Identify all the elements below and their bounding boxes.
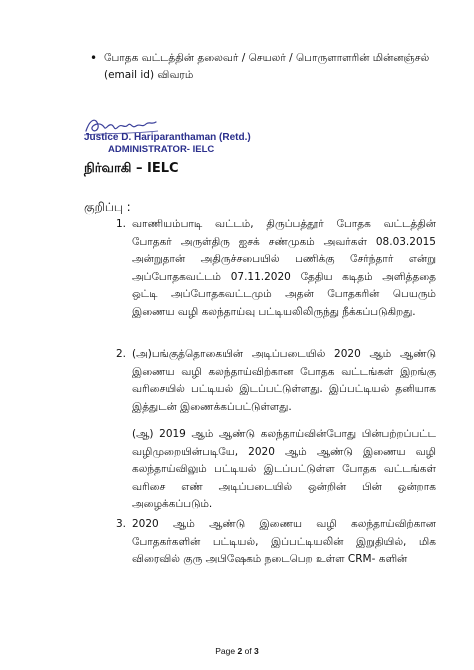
bullet-text: போதக வட்டத்தின் தலைவர் / செயலர் / பொருளாளரின் மின்னஞ்சல் (email id) விவரம் [104,52,430,81]
note-item-2 [116,346,436,514]
footer-page-word: Page [215,646,236,656]
administrator-title: நிர்வாகி – IELC [84,161,179,176]
signature-name: Justice D. Hariparanthaman (Retd.) [84,132,251,143]
note-item-3 [116,516,436,569]
note-number: 3. [116,518,127,530]
footer-current-page: 2 [237,646,243,656]
note-number: 2. [116,348,127,360]
note-paragraph: (ஆ) 2019 ஆம் ஆண்டு கலந்தாய்வின்போது பின்பற்றப்பட்ட வழிமுறையின்படியே, 2020 ஆம் ஆண்டு இணைய வழி கலந்தாய்விலும் பட்டியல் இடப்பட்டுள்ள போதக வட்டங்கள் வரிசை எண் அடிப்படையில் ஒன்றின் பின் ஒன்றாக அழைக்கப்படும். [132,428,436,510]
note-paragraph: வாணியம்பாடி வட்டம், திருப்பத்தூர் போதக வட்டத்தின் போதகர் அருள்திரு ஐசக் சண்முகம் அவர்கள் 08.03.2015 அன்றுதான் அதிருச்சபையில் பணிக்கு சேர்ந்தார் என்று அப்போதகவட்டம் 07.11.2020 தேதிய கடிதம் அளித்ததை ஒட்டி அப்போதகவட்டமும் அதன் போதகரின் பெயரும் இணைய வழி கலந்தாய்வு பட்டியலிலிருந்து நீக்கப்படுகிறது. [132,218,436,318]
note-paragraph: 2020 ஆம் ஆண்டு இணைய வழி கலந்தாய்விற்கான போதகர்களின் பட்டியல், இப்பட்டியலின் இறுதியில், மிக விரைவில் குரு அபிஷேகம் நடைபெற உள்ள CRM- களின் [132,518,436,565]
note-paragraph: (அ)பங்குத்தொகையின் அடிப்படையில் 2020 ஆம் ஆண்டு இணைய வழி கலந்தாய்விற்கான போதக வட்டங்கள் இறங்கு வரிசையில் பட்டியல் இடப்பட்டுள்ளது. இப்பட்டியல் தனியாக இத்துடன் இணைக்கப்பட்டுள்ளது. [132,348,436,413]
footer-total-pages: 3 [254,646,259,656]
notes-heading: குறிப்பு : [84,200,131,214]
page-footer [0,646,474,656]
note-item-1 [116,216,436,321]
footer-of-word: of [244,646,252,656]
bullet-dot: • [90,51,98,65]
signature-title: ADMINISTRATOR- IELC [108,144,215,155]
note-number: 1. [116,218,127,230]
bullet-item [90,50,444,84]
